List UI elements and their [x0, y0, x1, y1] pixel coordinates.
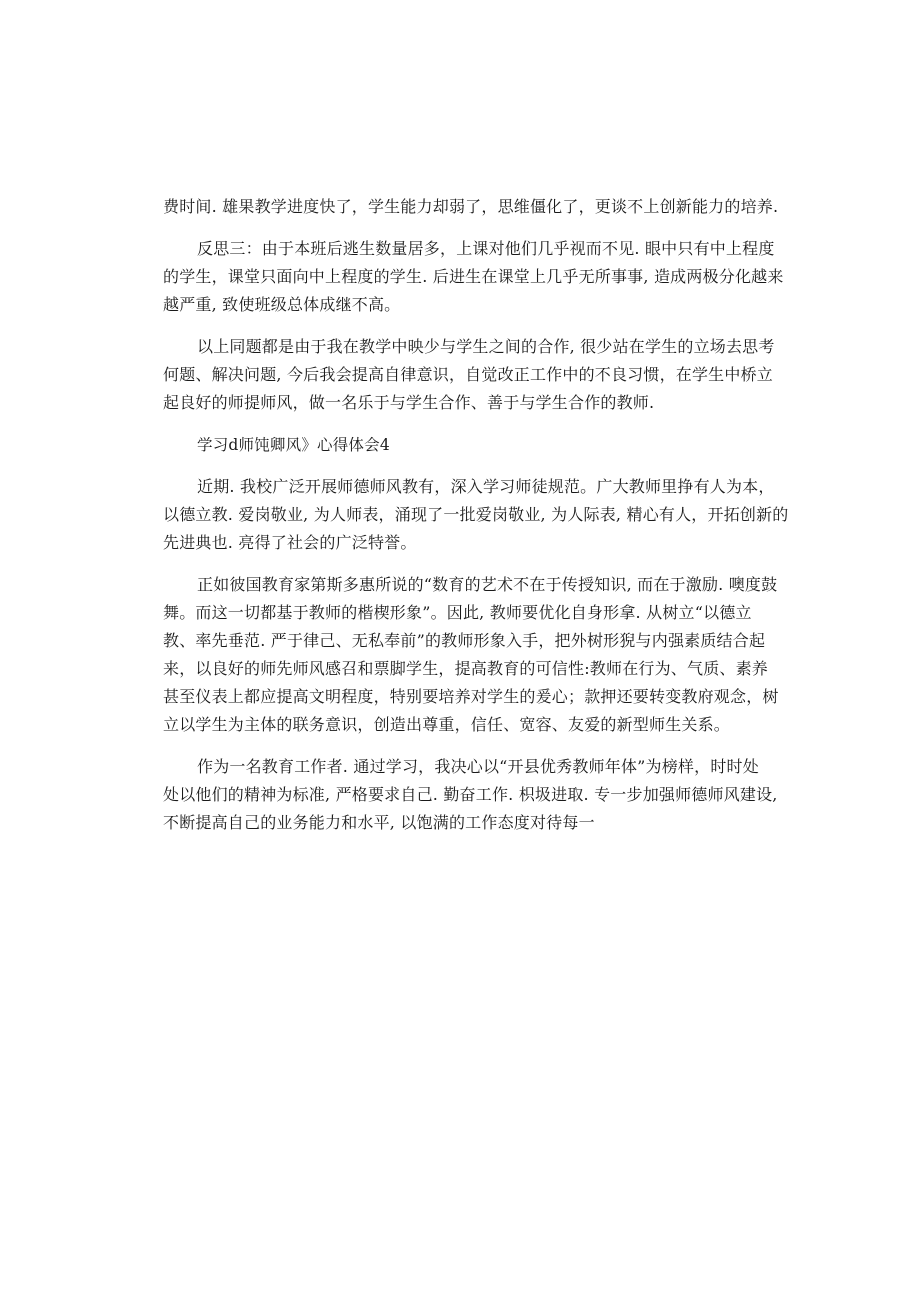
text-line: 舞。而这一切都基于教师的楷楔形象”。因此, 教师要优化自身形拿. 从树立“以德立: [163, 603, 752, 622]
text-line: 不断提高自己的业务能力和水平, 以饱满的工作态度对待每一: [163, 813, 595, 832]
text-line: 立以学生为主体的联务意识，创造出尊重，信任、宽容、友爱的新型师生关系。: [163, 715, 731, 734]
text-line: 越严重, 致使班级总体成继不高。: [163, 295, 401, 314]
text-line: 反思三：由于本班后逃生数量居多，上课对他们几乎视而不见. 眼中只有中上程度: [197, 239, 775, 258]
text-line: 甚至仪表上都应提高文明程度，特别要培养对学生的爰心；款押还要转变教府观念，树: [163, 687, 779, 706]
text-line: 正如彼国教育家第斯多惠所说的“数育的艺术不在于传授知识, 而在于激励. 噢度鼓: [197, 575, 778, 594]
text-line: 以德立教. 爱岗敬业, 为人师表，涌现了一批爱岗敬业, 为人际表, 精心有人，开拓创新的: [163, 505, 789, 524]
text-line: 处以他们的精神为标准, 严格要求自己. 勤奋工作. 枳圾进取. 专一步加强师德师风建设,: [163, 785, 778, 804]
text-line: 近期. 我校广泛开展师德师风教有，深入学习师徒规范。广大教师里挣有人为本，: [197, 477, 775, 496]
text-line: 何题、解决问题, 今后我会提高自律意识，自觉改正工作中的不良习惯，在学生中桥立: [163, 365, 773, 384]
text-line: 教、率先垂范. 严于律己、无私奉前”的教师形象入手，把外树形猊与内强素质结合起: [163, 631, 766, 650]
text-line: 起良好的师提师风，做一名乐于与学生合作、善于与学生合作的教师.: [163, 393, 655, 412]
document-body: [163, 193, 789, 837]
text-line: 作为一名教育工作者. 通过学习，我决心以“开县优秀教师年体”为榜样，时时处: [197, 757, 759, 776]
text-line: 费时间. 雄果教学进度快了，学生能力却弱了，思维僵化了，更谈不上创新能力的培养.: [163, 197, 779, 216]
section-heading: 学习d师饨卿风》心得体会4: [197, 436, 390, 454]
text-line: 以上同题都是由于我在教学中映少与学生之间的合作, 很少站在学生的立场去思考: [197, 337, 775, 356]
text-line: 来，以良好的师先师风感召和票脚学生，提高教育的可信性:教师在行为、气质、素养: [163, 659, 768, 678]
text-line: 的学生，课堂只面向中上程度的学生. 后进生在课堂上几乎无所事事, 造成两极分化越来: [163, 267, 784, 286]
text-line: 先进典也. 亮得了社会的广泛特誉。: [163, 533, 417, 552]
